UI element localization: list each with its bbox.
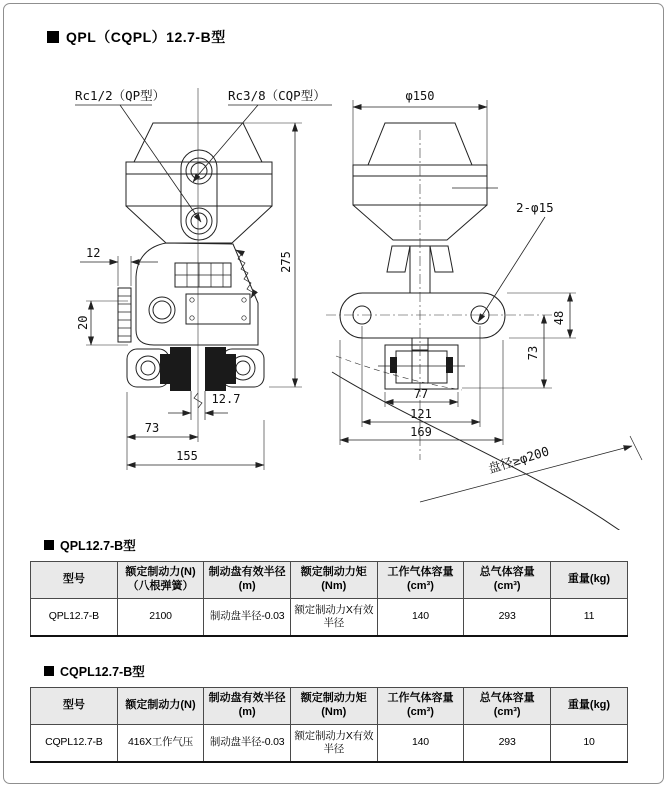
dim-73-side: 73: [526, 345, 540, 361]
dim-169: 169: [410, 425, 432, 439]
table-cell: 制动盘半径-0.03: [204, 599, 291, 637]
table-heading-cqpl: [44, 662, 145, 680]
table-heading-qpl: [44, 536, 136, 554]
header-row: [31, 562, 628, 599]
column-header: 额定制动力矩 (Nm): [290, 688, 377, 725]
dim-155: 155: [176, 449, 198, 463]
section-heading-text: CQPL12.7-B型: [60, 665, 145, 679]
section-heading-text: QPL12.7-B型: [60, 539, 136, 553]
section-marker-icon: [44, 666, 54, 676]
column-header: 重量(kg): [551, 562, 628, 599]
table-row: [31, 725, 628, 763]
table-cell: 416X工作气压: [117, 725, 204, 763]
column-header: 额定制动力(N) （八根弹簧）: [117, 562, 204, 599]
table-cell: 10: [551, 725, 628, 763]
column-header: 型号: [31, 688, 118, 725]
column-header: 型号: [31, 562, 118, 599]
page-title-text: QPL（CQPL）12.7-B型: [66, 29, 226, 45]
brake-pad-step-right: [226, 354, 236, 384]
brake-pad-right: [205, 347, 226, 391]
qpl-spec-table: [30, 561, 628, 637]
disc-diameter-note: 盘径≥φ200: [486, 443, 551, 477]
table-cell: 额定制动力X有效半径: [290, 725, 377, 763]
column-header: 制动盘有效半径 (m): [204, 688, 291, 725]
side-view: [326, 89, 642, 530]
dim-12: 12: [86, 246, 101, 260]
dim-77: 77: [413, 387, 429, 401]
roller-bearing-right: [446, 357, 453, 373]
roller-bearing-left: [390, 357, 397, 373]
table-row: [31, 599, 628, 637]
dim-48: 48: [552, 310, 566, 326]
dim-275: 275: [279, 251, 293, 273]
column-header: 制动盘有效半径 (m): [204, 562, 291, 599]
dim-phi150: φ150: [405, 89, 435, 103]
front-view: [75, 88, 332, 470]
table-cell: 140: [377, 599, 464, 637]
section-marker-icon: [44, 540, 54, 550]
table-cell: 140: [377, 725, 464, 763]
port-label-qp: Rc1/2（QP型）: [75, 88, 166, 103]
column-header: 总气体容量 (cm³): [464, 688, 551, 725]
table-cell: CQPL12.7-B: [31, 725, 118, 763]
table-cell: 11: [551, 599, 628, 637]
column-header: 工作气体容量 (cm³): [377, 688, 464, 725]
brake-pad-step-left: [160, 354, 170, 384]
brake-pad-left: [170, 347, 191, 391]
qpl-table-wrap: [30, 561, 628, 637]
mount-holes-label: 2-φ15: [516, 200, 554, 215]
table-cell: 2100: [117, 599, 204, 637]
table-cell: 293: [464, 725, 551, 763]
table-cell: 293: [464, 599, 551, 637]
table-cell: QPL12.7-B: [31, 599, 118, 637]
dim-121: 121: [410, 407, 432, 421]
dim-12-7: 12.7: [211, 392, 241, 406]
cqpl-table-wrap: [30, 687, 628, 763]
port-label-cqp: Rc3/8（CQP型）: [228, 88, 326, 103]
dim-73-front: 73: [144, 421, 160, 435]
table-cell: 额定制动力X有效半径: [290, 599, 377, 637]
column-header: 额定制动力(N): [117, 688, 204, 725]
column-header: 工作气体容量 (cm³): [377, 562, 464, 599]
table-cell: 制动盘半径-0.03: [204, 725, 291, 763]
column-header: 额定制动力矩 (Nm): [290, 562, 377, 599]
header-row: [31, 688, 628, 725]
column-header: 重量(kg): [551, 688, 628, 725]
column-header: 总气体容量 (cm³): [464, 562, 551, 599]
dim-20: 20: [76, 315, 90, 330]
cqpl-spec-table: [30, 687, 628, 763]
